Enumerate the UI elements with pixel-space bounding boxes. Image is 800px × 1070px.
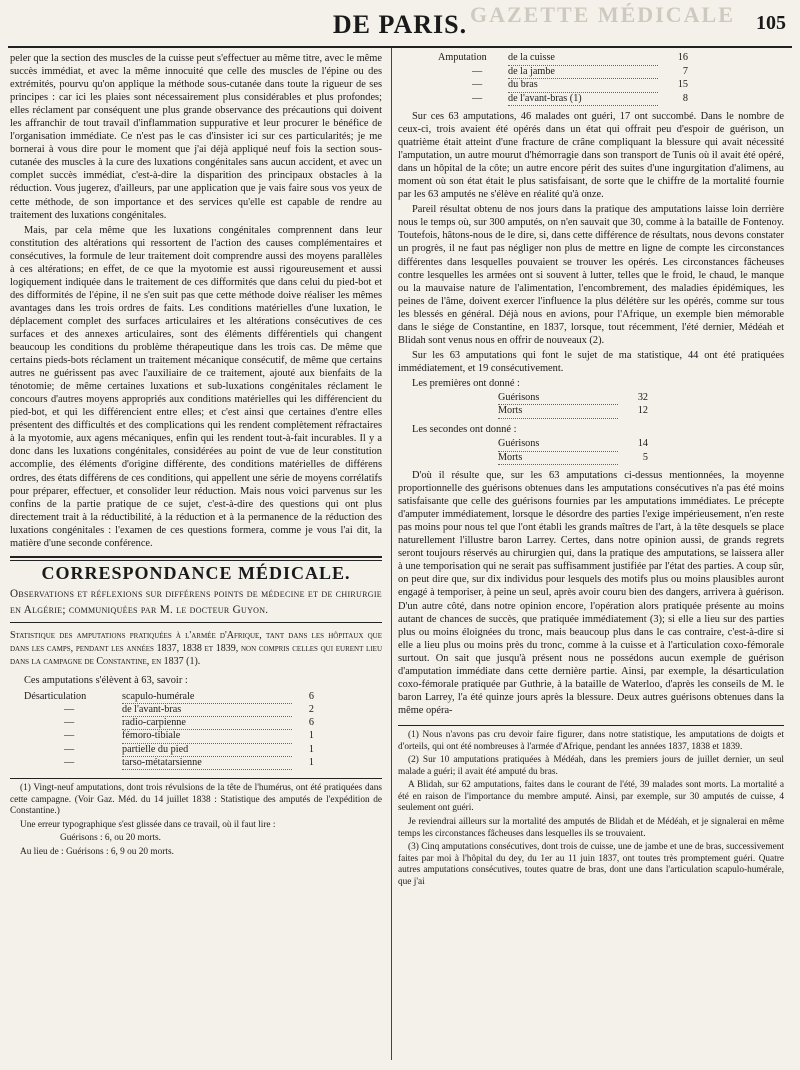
footnote-rule — [10, 778, 382, 779]
table-cell: radio-carpienne — [122, 717, 292, 730]
table-row — [24, 757, 382, 770]
table-cell: Désarticulation — [24, 690, 87, 702]
header-rule — [8, 46, 792, 48]
table-row — [24, 717, 382, 730]
running-title: DE PARIS. — [332, 10, 468, 39]
column-divider — [391, 48, 392, 1060]
table-cell: 8 — [682, 92, 688, 104]
table-cell: 1 — [308, 756, 314, 768]
table-cell: 14 — [637, 438, 648, 450]
footnote: (1) Vingt-neuf amputations, dont trois révulsions de la tête de l'humérus, ont été pratiquées dans cette campagne. (Voir Gaz. Méd. du 14 juillet 1838 : Statistique des amputés de l'expédition de Constantine.) — [10, 783, 382, 817]
table-row — [438, 66, 784, 80]
table-cell: — — [472, 65, 483, 77]
statistics-title: Statistique des amputations pratiquées à l'armée d'Afrique, tant dans les hôpitaux que dans les camps, pendant les années 1837, 1838 et 1839, non compris celles qui eurent lieu dans la campagne de Constantine, en 1837 (1). — [10, 629, 382, 667]
table-row — [24, 744, 382, 757]
table-cell: — — [472, 92, 483, 104]
paragraph: Sur les 63 amputations qui font le sujet de ma statistique, 44 ont été pratiquées immédiatement, et 19 consécutivement. — [398, 349, 784, 374]
table-cell: — — [64, 743, 75, 755]
table-cell: — — [64, 704, 75, 716]
table-cell: 15 — [677, 79, 688, 90]
table-cell: fémoro-tibiale — [122, 730, 292, 743]
table-row — [24, 704, 382, 717]
table-cell: 6 — [308, 717, 314, 729]
table-cell: Guérisons — [498, 392, 618, 406]
table-cell: 16 — [677, 52, 688, 63]
results-table-immediate — [498, 392, 784, 419]
table-cell: — — [64, 756, 75, 768]
footnote: Au lieu de : Guérisons : 6, 9 ou 20 morts. — [20, 847, 174, 858]
table-row — [438, 79, 784, 93]
paragraph: Les secondes ont donné : — [412, 423, 517, 435]
table-row — [24, 691, 382, 704]
section-rule — [10, 556, 382, 558]
section-rule — [10, 622, 382, 623]
table-cell: de la jambe — [508, 66, 658, 80]
table-cell: de la cuisse — [508, 52, 658, 66]
page-header — [0, 4, 800, 40]
paragraph: Sur ces 63 amputations, 46 malades ont guéri, 17 ont succombé. Dans le nombre de ceux-ci, trois avaient été opérés dans un état qui offrait peu d'espoir de guérison, un quatrième était atteint d'une fracture de crâne compliquant la blessure qui avait nécessité l'amputation, un autre mourut d'hémorragie dans son transport de Tunis où il avait été opéré, dans un hôpital de la côte; un autre encore périt des suites d'une ingurgitation d'alimens, au moment où son état était le plus satisfaisant, de sorte que le chiffre de la mortalité fournie par les 63 amputés ne s'élève en réalité qu'à onze. — [398, 111, 784, 201]
table-cell: 7 — [682, 65, 688, 77]
table-cell: Morts — [498, 452, 618, 466]
page-number: 105 — [756, 12, 786, 34]
table-row — [498, 438, 784, 452]
results-table-consecutive — [498, 438, 784, 465]
paragraph: Mais, par cela même que les luxations congénitales comprennent dans leur constitution des altérations qui ressortent de l'action des causes complémentaires et consécutives, la formule de leur traitement doit comprendre aussi des moyens parallèles à ces altérations; en effet, de ce que la myotomie est aussi rigoureusement et aussi logiquement indiquée dans le traitement de ces difformités que dans celui du pied-bot et des difformités de l'épine, il ne s'en suit pas que cette méthode doive réaliser les mêmes avantages dans les trois ordres de faits. Les conditions matérielles d'une luxation, le déplacement complet des surfaces articulaires et les altérations consécutives de ces surfaces et des annexes articulaires, sont des éléments différentiels qui changent beaucoup les conditions du problème thérapeutique dans les trois cas. De même que certains pieds-bots réclament un traitement mécanique consécutif, de même que certains autres ne guérissent pas avec l'auxiliaire de ce traitement, ajouté aux bienfaits de la ténotomie; de même certaines luxations et sub-luxations congénitales réclament le concours d'autres moyens appropriés aux conditions matérielles qui les différencient du pied-bot, et qui les différencient entre elles; et c'est ainsi que certaines d'entre elles présentent des difficultés et des complications qui les rendent complètement réfractaires à la myotomie, aux agens mécaniques, enfin qui les rendent tout-à-fait incurables. Il y a donc dans les luxations congénitales, considérées au point de vue de leur constitution accomplie, des éléments d'origine différente, des conditions matérielles de différens ordres, des états différens de ces conditions, qui appellent une série de moyens corrélatifs pour préparer, effectuer, et consolider leur réduction. Mais nous voici parvenus sur les confins de la partie pratique de ce sujet, c'est-à-dire des questions qui ont plus directement trait à la réductibilité, à la réduction et à la permanence de la réduction des luxations congénitales : l'examen de ces questions formera, comme je vous l'ai dit, la matière d'une seconde conférence. — [10, 224, 382, 549]
table-cell: 12 — [637, 405, 648, 417]
paragraph: Ces amputations s'élèvent à 63, savoir : — [24, 674, 188, 686]
paragraph: Pareil résultat obtenu de nos jours dans la pratique des amputations laisse loin derrière nous le temps où, sur 300 amputés, on n'en sauvait que 30, comme à la bataille de Fontenoy. Toutefois, hâtons-nous de le dire, si, dans cette différence de résultats, nous devons constater un progrès, il ne faut pas négliger non plus de mettre en ligne de compte les circonstances différentes dans lesquelles pouvaient se trouver les opérés. Les circonstances fâcheuses contre lesquelles les armées ont si souvent à lutter, telles que le froid, le chaud, le manque ou la mauvaise nature de l'alimentation, l'encombrement, des maladies épidémiques, les peines de l'âme, doivent exercer l'influence la plus délétère sur les opérés, comme sur tous les blessés en général. Déjà nous en avions, pour l'Afrique, un exemple bien mémorable dans le siége de Constantine, en 1837, lorsque, tout récemment, l'été dernier, Médéah et Blidah sont venus nous en offrir de nouveaux (2). — [398, 204, 784, 346]
table-row — [498, 405, 784, 419]
table-cell: Morts — [498, 405, 618, 419]
table-row — [24, 730, 382, 743]
table-cell: 1 — [308, 730, 314, 742]
section-rule — [10, 560, 382, 561]
footnote: A Blidah, sur 62 amputations, faites dans le courant de l'été, 39 malades sont morts. La mortalité a été en raison de l'importance du membre amputé. Ainsi, par exemple, sur 30 amputés de cuisse, 4 seulement ont guéri. — [398, 780, 784, 814]
table-cell: 32 — [637, 391, 648, 403]
table-cell: — — [64, 730, 75, 742]
table-cell: Guérisons — [498, 438, 618, 452]
left-column — [10, 52, 382, 861]
footnote: Je reviendrai ailleurs sur la mortalité des amputés de Blidah et de Médéah, et je signalerai en même temps les circonstances fâcheuses dans lesquelles ils se trouvaient. — [398, 817, 784, 839]
table-cell: — — [472, 79, 483, 90]
table-cell: scapulo-humérale — [122, 691, 292, 704]
footnote: (3) Cinq amputations consécutives, dont trois de cuisse, une de jambe et une de bras, successivement faites par moi à l'hôpital du dey, du 1er au 11 juin 1837, ont toutes très promptement guéri. Quatre autres amputations consécutives, toutes quatre de bras, dont une dans l'articulation scapulo-humérale, que j'ai — [398, 842, 784, 888]
show-through-masthead: GAZETTE MÉDICALE — [470, 2, 735, 27]
paragraph: D'où il résulte que, sur les 63 amputations ci-dessus mentionnées, la moyenne proportionnelle des guérisons obtenues dans les amputations consécutives n'a pas été moins satisfaisante que celle des guérisons fournies par les amputations immédiates. Le précepte d'amputer immédiatement, lorsque le désordre des parties l'exige impérieusement, n'en reste pas moins pour nous tel que l'ont établi les grands maîtres de l'art, à la tête desquels se place naturellement l'illustre baron Larrey. Certes, dans notre opinion aussi, de grands regrets seront toujours réservés au chirurgien qui, dans la pratique des amputations, se laissera aller à une temporisation qui ne serait pas suffisamment justifiée par l'état des parties. A coup sûr, on peut dire que, sur dix individus pour lesquels des motifs plus ou moins plausibles auront engagé à temporiser, à peine un seul, après avoir couru bien des dangers, arrivera à guérison. D'un autre côté, dans notre opinion encore, l'opération alors pratiquée présente au moins autant de chances de succès, que pratiquée immédiatement (3); si elle a lieu sur des parties plus ou moins éloignées du tronc, mais beaucoup plus dans le cas contraire, c'est-à-dire si elle a lieu plus ou moins près du tronc, comme à la cuisse et à l'articulation coxo-fémorale surtout. On sait que jusqu'à présent nous ne possédons aucun exemple de guérison d'amputation immédiate dans cette dernière partie. Ainsi, par exemple, la désarticulation coxo-fémorale pratiquée par Guthrie, à la bataille de Waterloo, d'après les conseils de M. le baron Larrey, l'a été quinze jours après la blessure. Deux autres guérisons obtenues dans la même opéra- — [398, 470, 784, 716]
table-row — [438, 93, 784, 107]
table-row — [498, 452, 784, 466]
table-row — [438, 52, 784, 66]
table-cell: 6 — [308, 690, 314, 702]
disarticulation-table — [24, 691, 382, 770]
footnote: (2) Sur 10 amputations pratiquées à Médéah, dans les premiers jours de juillet dernier, un seul malade a guéri; il avait été amputé du bras. — [398, 755, 784, 777]
table-cell: 1 — [308, 743, 314, 755]
paragraph: peler que la section des muscles de la cuisse peut s'effectuer au même titre, avec le même succès immédiat, et avec la même innocuité que celle des muscles de l'épine ou des extrémités, pourvu qu'on applique la méthode sous-cutanée dans toute la rigueur de ses principes : car ici les plaies sont nécessairement plus considérables et plus profondes; elles réclament par conséquent une plus grande observance des précautions qui doivent les affranchir de tout travail d'inflammation suppurative et leur procurer le bénéfice de l'organisation immédiate. Ce n'est pas le cas d'insister ici sur ces particularités; je me bornerai à vous dire pour le moment que j'ai déjà appliqué neuf fois la section sous-cutanée des muscles à la cure des luxations congénitales sans aucun accident, et avec un complet succès immédiat, c'est-à-dire la disparition des principaux obstacles à la réduction. Vous jugerez, d'ailleurs, par une application que je vais faire sous vos yeux de cette méthode, de son importance et des services qu'elle est capable de rendre au traitement des luxations congénitales. — [10, 53, 382, 221]
article-subtitle: Observations et réflexions sur différens points de médecine et de chirurgie en Algérie; communiquées par M. le docteur Guyon. — [10, 587, 382, 616]
table-cell: 5 — [642, 451, 648, 463]
footnote: Guérisons : 6, ou 20 morts. — [60, 833, 161, 844]
footnote: (1) Nous n'avons pas cru devoir faire figurer, dans notre statistique, les amputations de doigts et d'orteils, qui ont été nombreuses à l'armée d'Afrique, pendant les années 1837, 1838 et 1839. — [398, 729, 784, 752]
table-cell: de l'avant-bras — [122, 704, 292, 717]
right-column — [398, 52, 784, 891]
table-cell: de l'avant-bras (1) — [508, 93, 658, 107]
amputation-table — [438, 52, 784, 106]
table-cell: 2 — [308, 704, 314, 716]
table-cell: tarso-métatarsienne — [122, 757, 292, 770]
footnote-rule — [398, 725, 784, 726]
footnote: Une erreur typographique s'est glissée dans ce travail, où il faut lire : — [20, 819, 276, 830]
section-title: CORRESPONDANCE MÉDICALE. — [41, 562, 351, 583]
table-cell: Amputation — [438, 52, 487, 63]
table-cell: — — [64, 717, 75, 729]
paragraph: Les premières ont donné : — [412, 377, 520, 389]
table-row — [498, 392, 784, 406]
table-cell: partielle du pied — [122, 744, 292, 757]
table-cell: du bras — [508, 79, 658, 93]
